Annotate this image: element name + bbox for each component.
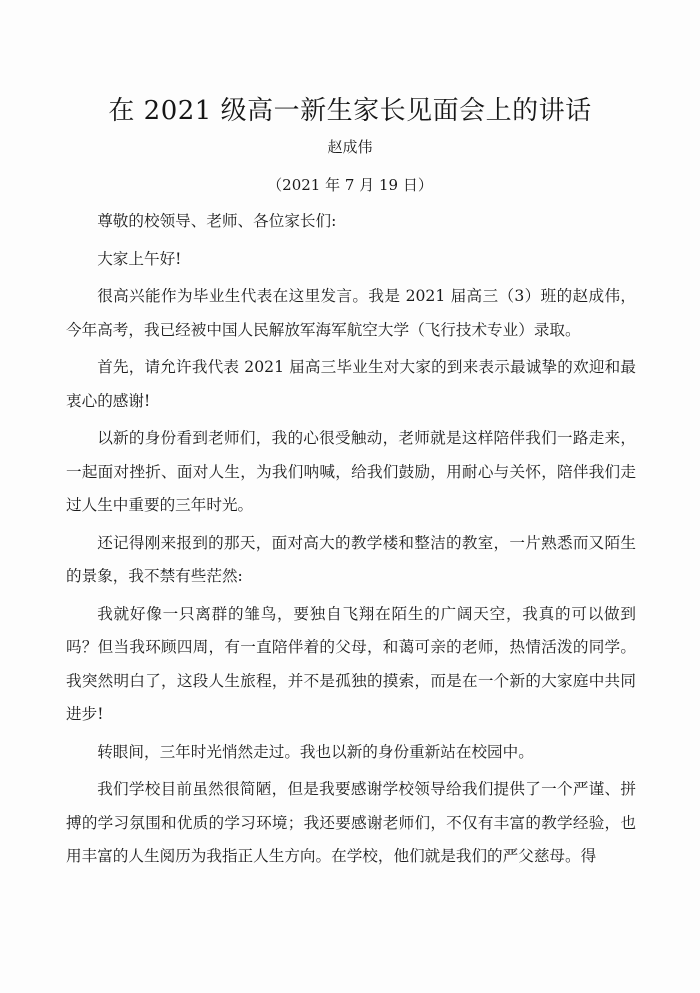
paragraph-gratitude: 我们学校目前虽然很简陋，但是我要感谢学校领导给我们提供了一个严谨、拼搏的学习氛围和优质的学习环境；我还要感谢老师们，不仅有丰富的教学经验，也用丰富的人生阅历为我指正人生方向。在学校，他们就是我们的严父慈母。得	[66, 780, 636, 865]
document-title: 在 2021 级高一新生家长见面会上的讲话	[108, 96, 592, 126]
paragraph-welcome: 首先，请允许我代表 2021 届高三毕业生对大家的到来表示最诚挚的欢迎和最衷心的感谢!	[66, 358, 636, 410]
document-date: （2021 年 7 月 19 日）	[267, 176, 433, 194]
paragraph-greeting: 大家上午好!	[97, 249, 182, 268]
document-body	[66, 205, 636, 878]
paragraph-introduction: 很高兴能作为毕业生代表在这里发言。我是 2021 届高三（3）班的赵成伟，今年高考，我已经被中国人民解放军海军航空大学（飞行技术专业）录取。	[66, 287, 636, 339]
paragraph-teachers: 以新的身份看到老师们，我的心很受触动，老师就是这样陪伴我们一路走来，一起面对挫折、面对人生，为我们呐喊，给我们鼓励，用耐心与关怀，陪伴我们走过人生中重要的三年时光。	[66, 429, 636, 514]
salutation: 尊敬的校领导、老师、各位家长们:	[97, 212, 337, 230]
paragraph-time-passed: 转眼间，三年时光悄然走过。我也以新的身份重新站在校园中。	[97, 742, 534, 761]
paragraph-reflection: 我就好像一只离群的雏鸟，要独自飞翔在陌生的广阔天空，我真的可以做到吗？但当我环顾四周，有一直陪伴着的父母，和蔼可亲的老师，热情活泼的同学。我突然明白了，这段人生旅程，并不是孤独的摸索，而是在一个新的大家庭中共同进步!	[66, 604, 636, 723]
document-author: 赵成伟	[327, 138, 373, 156]
paragraph-first-day: 还记得刚来报到的那天，面对高大的教学楼和整洁的教室，一片熟悉而又陌生的景象，我不禁有些茫然:	[66, 533, 636, 585]
